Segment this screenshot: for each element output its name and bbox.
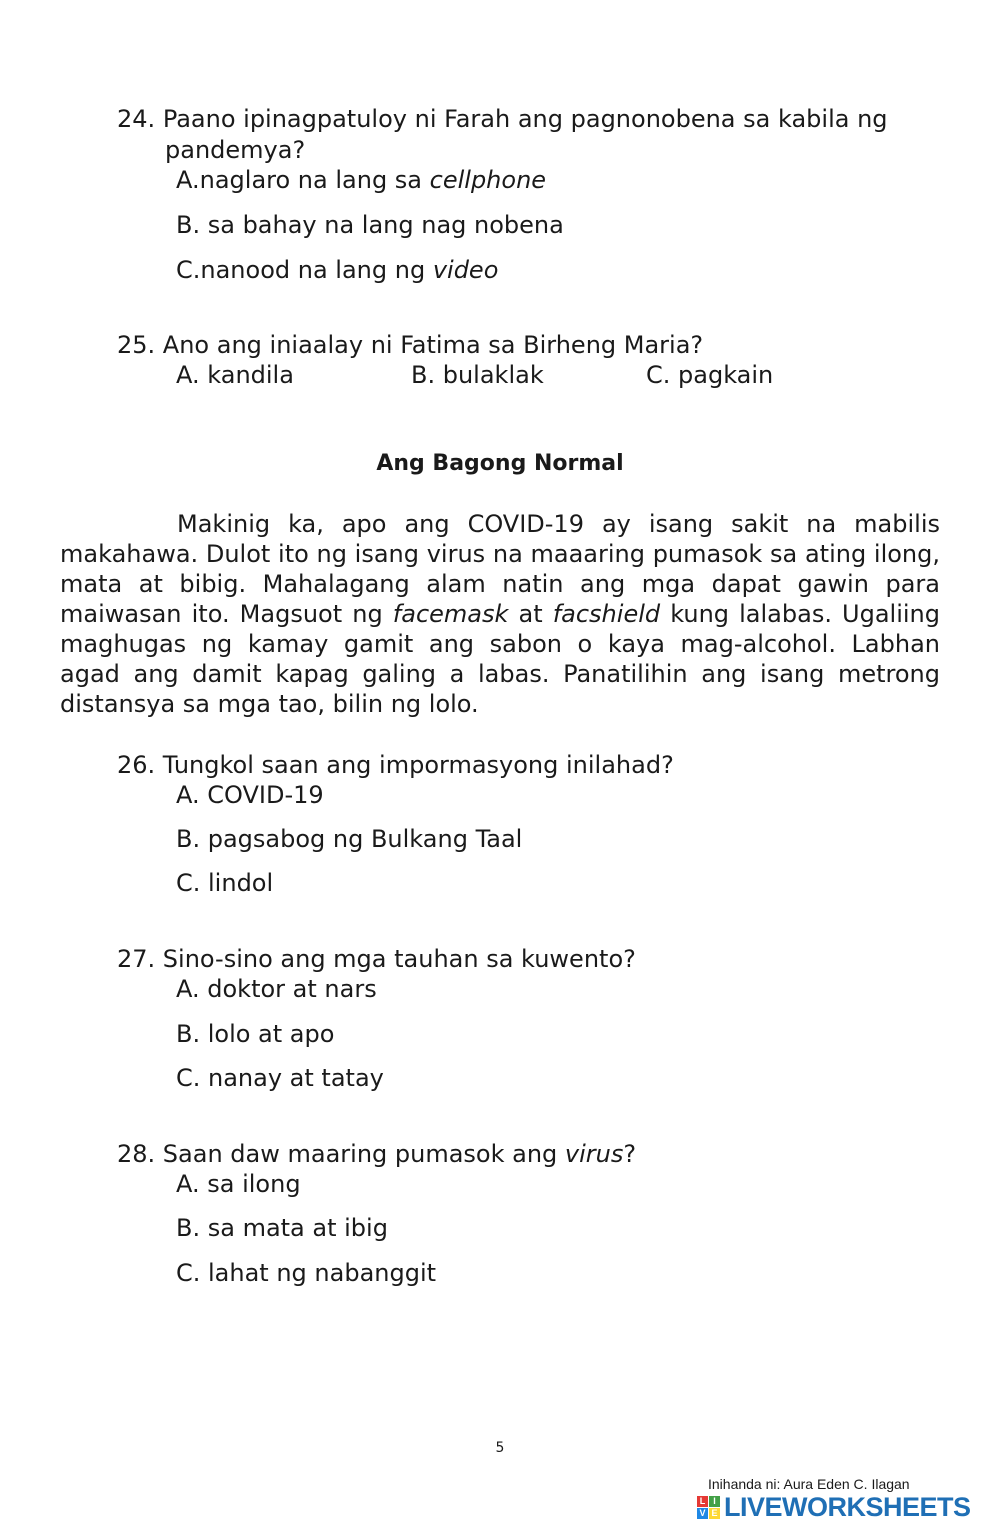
logo-mark-icon [697, 1496, 720, 1519]
passage-line-5: maghugas ng kamay gamit ang sabon o kaya mag-alcohol. Labhan [60, 630, 940, 658]
page-number: 5 [495, 1440, 505, 1456]
question-28-text-a: 28. Saan daw maaring pumasok ang [117, 1140, 565, 1168]
question-27-option-a[interactable]: A. doktor at nars [176, 975, 377, 1003]
option-a-letter: A. [176, 166, 200, 194]
option-c-text: nanood na lang ng [200, 256, 433, 284]
option-c-letter: C. [176, 256, 201, 284]
option-a-italic: cellphone [429, 166, 547, 194]
liveworksheets-logo[interactable] [697, 1492, 971, 1523]
question-28-option-c[interactable]: C. lahat ng nabanggit [176, 1259, 437, 1287]
passage-line-3: mata at bibig. Mahalagang alam natin ang mga dapat gawin para [60, 570, 940, 598]
question-24-text-line1: Paano ipinagpatuloy ni Farah ang pagnonobena sa kabila ng [162, 105, 888, 133]
question-25-option-c[interactable]: C. pagkain [646, 361, 774, 389]
credit-text: Inihanda ni: Aura Eden C. Ilagan [708, 1476, 910, 1492]
passage-line-4-a: maiwasan ito. Magsuot ng [60, 600, 393, 628]
question-28-option-b[interactable]: B. sa mata at ibig [176, 1214, 388, 1242]
question-24-text-line2: pandemya? [165, 136, 306, 164]
question-27-option-b[interactable]: B. lolo at apo [176, 1020, 335, 1048]
question-28-italic: virus [564, 1140, 624, 1168]
question-24-option-a[interactable] [176, 165, 546, 195]
passage-line-4 [60, 599, 940, 629]
passage-line-1: Makinig ka, apo ang COVID-19 ay isang sakit na mabilis [177, 510, 940, 538]
question-24-number: 24. [117, 105, 156, 133]
question-28 [117, 1139, 636, 1169]
option-c-italic: video [432, 256, 499, 284]
passage-line-4-c: kung lalabas. Ugaliing [660, 600, 940, 628]
question-24 [117, 104, 888, 134]
question-24-option-b[interactable]: B. sa bahay na lang nag nobena [176, 211, 564, 239]
passage-line-7: distansya sa mga tao, bilin ng lolo. [60, 690, 479, 718]
question-28-text-b: ? [623, 1140, 637, 1168]
question-26-option-a[interactable]: A. COVID-19 [176, 781, 324, 809]
passage-body [60, 509, 940, 719]
question-24-option-c[interactable] [176, 255, 498, 285]
passage-line-4-italic-1: facemask [392, 600, 509, 628]
question-26-option-b[interactable]: B. pagsabog ng Bulkang Taal [176, 825, 523, 853]
logo-letter-v: V [697, 1508, 708, 1519]
passage-line-4-b: at [508, 600, 553, 628]
passage-line-4-italic-2: facshield [552, 600, 661, 628]
logo-letter-e: E [709, 1508, 720, 1519]
question-27-option-c[interactable]: C. nanay at tatay [176, 1064, 384, 1092]
question-28-option-a[interactable]: A. sa ilong [176, 1170, 301, 1198]
question-25-option-b[interactable]: B. bulaklak [411, 361, 544, 389]
logo-text: LIVEWORKSHEETS [724, 1492, 971, 1522]
passage-line-2: makahawa. Dulot ito ng isang virus na maaaring pumasok sa ating ilong, [60, 540, 940, 568]
passage-line-6: agad ang damit kapag galing a labas. Panatilihin ang isang metrong [60, 660, 940, 688]
logo-letter-l: L [697, 1496, 708, 1507]
question-25-option-a[interactable]: A. kandila [176, 361, 294, 389]
question-26-option-c[interactable]: C. lindol [176, 869, 274, 897]
question-26: 26. Tungkol saan ang impormasyong inilahad? [117, 751, 674, 779]
option-a-text: naglaro na lang sa [199, 166, 430, 194]
logo-letter-i: I [709, 1496, 720, 1507]
passage-title: Ang Bagong Normal [376, 451, 624, 476]
question-25: 25. Ano ang iniaalay ni Fatima sa Birheng Maria? [117, 331, 704, 359]
question-27: 27. Sino-sino ang mga tauhan sa kuwento? [117, 945, 636, 973]
